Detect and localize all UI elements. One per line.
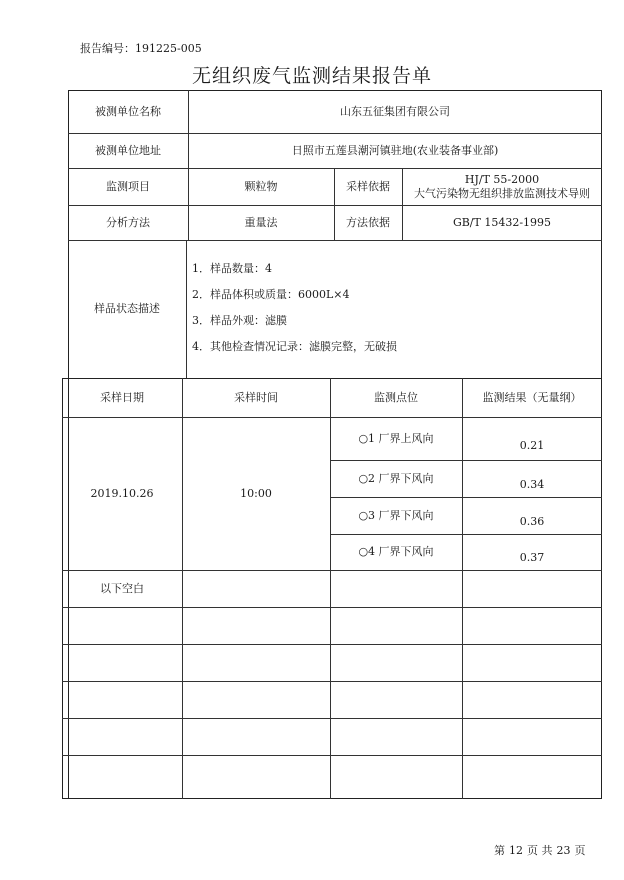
blank-note: 以下空白 bbox=[100, 581, 144, 595]
unit-address-label: 被测单位地址 bbox=[95, 143, 161, 157]
table-rule bbox=[62, 718, 602, 719]
result-value: 0.36 bbox=[519, 514, 545, 528]
result-value: 0.21 bbox=[519, 439, 545, 452]
method-label: 分析方法 bbox=[106, 215, 150, 229]
unit-name-label: 被测单位名称 bbox=[95, 104, 161, 118]
monitoring-point: ○1 厂界上风向 bbox=[358, 431, 434, 445]
sample-desc-item: 3．样品外观：滤膜 bbox=[192, 314, 287, 327]
sampling-basis-code: HJ/T 55-2000 bbox=[464, 172, 540, 186]
report-number: 报告编号：191225-005 bbox=[80, 42, 202, 55]
page-title: 无组织废气监测结果报告单 bbox=[191, 65, 432, 87]
sampling-date-header: 采样日期 bbox=[100, 390, 144, 404]
monitoring-point: ○4 厂界下风向 bbox=[358, 545, 434, 558]
sample-desc-item: 1．样品数量：4 bbox=[192, 262, 272, 275]
result-value: 0.34 bbox=[519, 477, 545, 491]
monitoring-point: ○3 厂界下风向 bbox=[358, 508, 434, 522]
sampling-basis-value bbox=[402, 168, 602, 205]
unit-address-value: 日照市五莲县潮河镇驻地(农业装备事业部) bbox=[291, 143, 499, 157]
sampling-basis-name: 大气污染物无组织排放监测技术导则 bbox=[414, 186, 590, 200]
page-total: 23 bbox=[556, 844, 571, 857]
table-rule bbox=[186, 240, 187, 378]
footer-suffix: 页 bbox=[574, 844, 586, 857]
sample-desc-item: 4．其他检查情况记录：滤膜完整，无破损 bbox=[192, 340, 397, 353]
table-rule bbox=[62, 607, 602, 608]
sample-desc-label: 样品状态描述 bbox=[94, 302, 160, 315]
table-rule bbox=[62, 755, 602, 756]
result-value: 0.37 bbox=[519, 551, 545, 564]
footer-prefix: 第 bbox=[494, 844, 505, 857]
method-basis-value: GB/T 15432-1995 bbox=[452, 215, 552, 229]
sampling-time-value: 10:00 bbox=[240, 486, 272, 500]
monitoring-point: ○2 厂界下风向 bbox=[358, 471, 434, 485]
item-value: 颗粒物 bbox=[244, 179, 278, 193]
table-rule bbox=[62, 681, 602, 682]
method-basis-label: 方法依据 bbox=[346, 215, 390, 229]
sampling-date-value: 2019.10.26 bbox=[90, 486, 154, 500]
item-label: 监测项目 bbox=[106, 179, 150, 193]
table-rule bbox=[62, 644, 602, 645]
sample-desc-item: 2．样品体积或质量：6000L×4 bbox=[192, 288, 350, 301]
result-header: 监测结果（无量纲） bbox=[482, 390, 582, 404]
monitoring-point-header: 监测点位 bbox=[374, 390, 418, 404]
sample-desc-list bbox=[192, 262, 397, 366]
page-number: 12 bbox=[509, 844, 523, 857]
unit-name-value: 山东五征集团有限公司 bbox=[340, 104, 450, 118]
sampling-basis-label: 采样依据 bbox=[346, 179, 390, 193]
footer-middle: 页 共 bbox=[527, 844, 553, 857]
page-footer bbox=[492, 842, 588, 858]
sampling-time-header: 采样时间 bbox=[234, 390, 278, 404]
method-value: 重量法 bbox=[244, 215, 278, 229]
